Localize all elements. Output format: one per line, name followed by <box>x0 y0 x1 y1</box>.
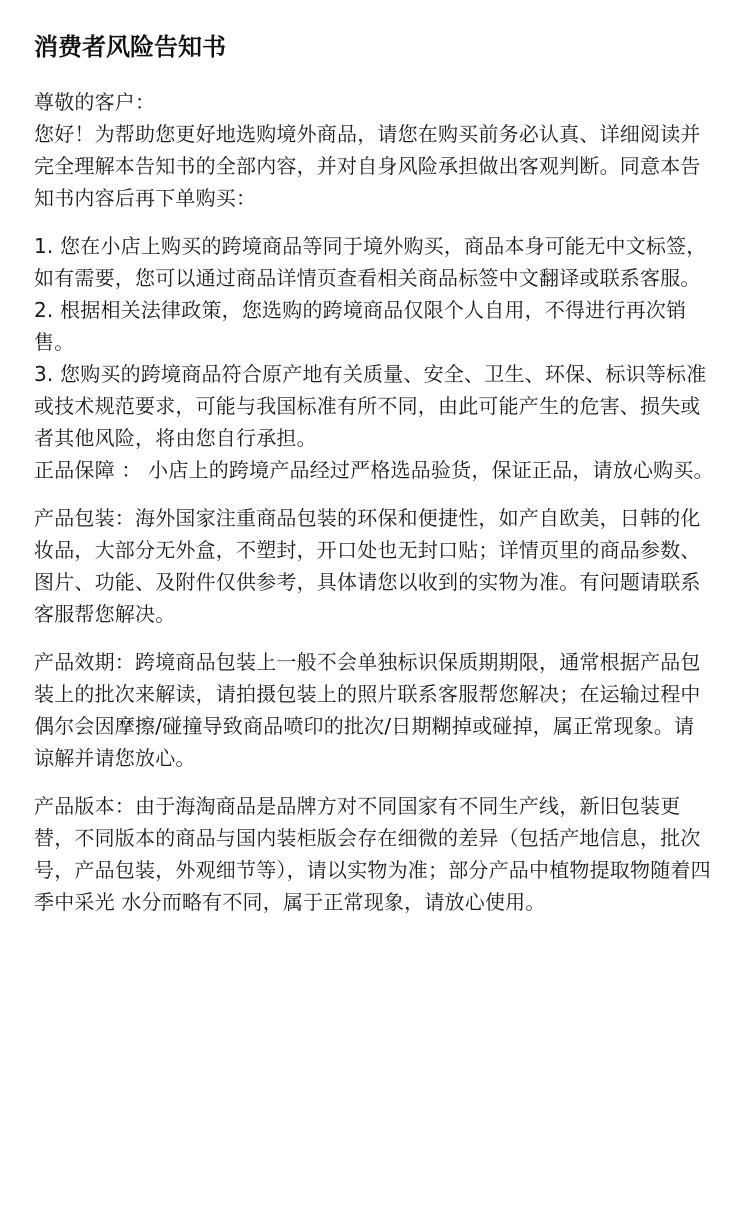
notice-item-2: 2. 根据相关法律政策，您选购的跨境商品仅限个人自用，不得进行再次销售。 <box>34 298 687 354</box>
notice-item-1: 1. 您在小店上购买的跨境商品等同于境外购买，商品本身可能无中文标签，如有需要，您可以通过商品详情页查看相关商品标签中文翻译或联系客服。 <box>34 234 707 290</box>
spacer <box>34 214 714 230</box>
greeting: 尊敬的客户： <box>34 90 156 114</box>
spacer <box>34 774 714 790</box>
spacer <box>34 486 714 502</box>
page-title: 消费者风险告知书 <box>34 33 226 61</box>
notice-item-3: 3. 您购买的跨境商品符合原产地有关质量、安全、卫生、环保、标识等标准或技术规范要求，可能与我国标准有所不同，由此可能产生的危害、损失或者其他风险，将由您自行承担。 <box>34 362 707 450</box>
expiry-paragraph: 产品效期：跨境商品包装上一般不会单独标识保质期期限，通常根据产品包装上的批次来解读，请拍摄包装上的照片联系客服帮您解决；在运输过程中偶尔会因摩擦/碰撞导致商品喷印的批次/日期糊掉或碰掉，属正常现象。请谅解并请您放心。 <box>34 650 701 770</box>
packaging-paragraph: 产品包装：海外国家注重商品包装的环保和便捷性，如产自欧美，日韩的化妆品，大部分无外盒，不塑封，开口处也无封口贴；详情页里的商品参数、图片、功能、及附件仅供参考，具体请您以收到的实物为准。有问题请联系客服帮您解决。 <box>34 506 701 626</box>
spacer <box>34 630 714 646</box>
guarantee-paragraph: 正品保障 ： 小店上的跨境产品经过严格选品验货，保证正品，请放心购买。 <box>34 458 714 482</box>
version-paragraph: 产品版本：由于海淘商品是品牌方对不同国家有不同生产线，新旧包装更替，不同版本的商品与国内装柜版会存在细微的差异（包括产地信息，批次号，产品包装，外观细节等），请以实物为准；部分产品中植物提取物随着四季中采光 水分而略有不同，属于正常现象，请放心使用。 <box>34 794 711 914</box>
intro-paragraph: 您好！为帮助您更好地选购境外商品，请您在购买前务必认真、详细阅读并完全理解本告知书的全部内容，并对自身风险承担做出客观判断。同意本告知书内容后再下单购买： <box>34 122 701 210</box>
